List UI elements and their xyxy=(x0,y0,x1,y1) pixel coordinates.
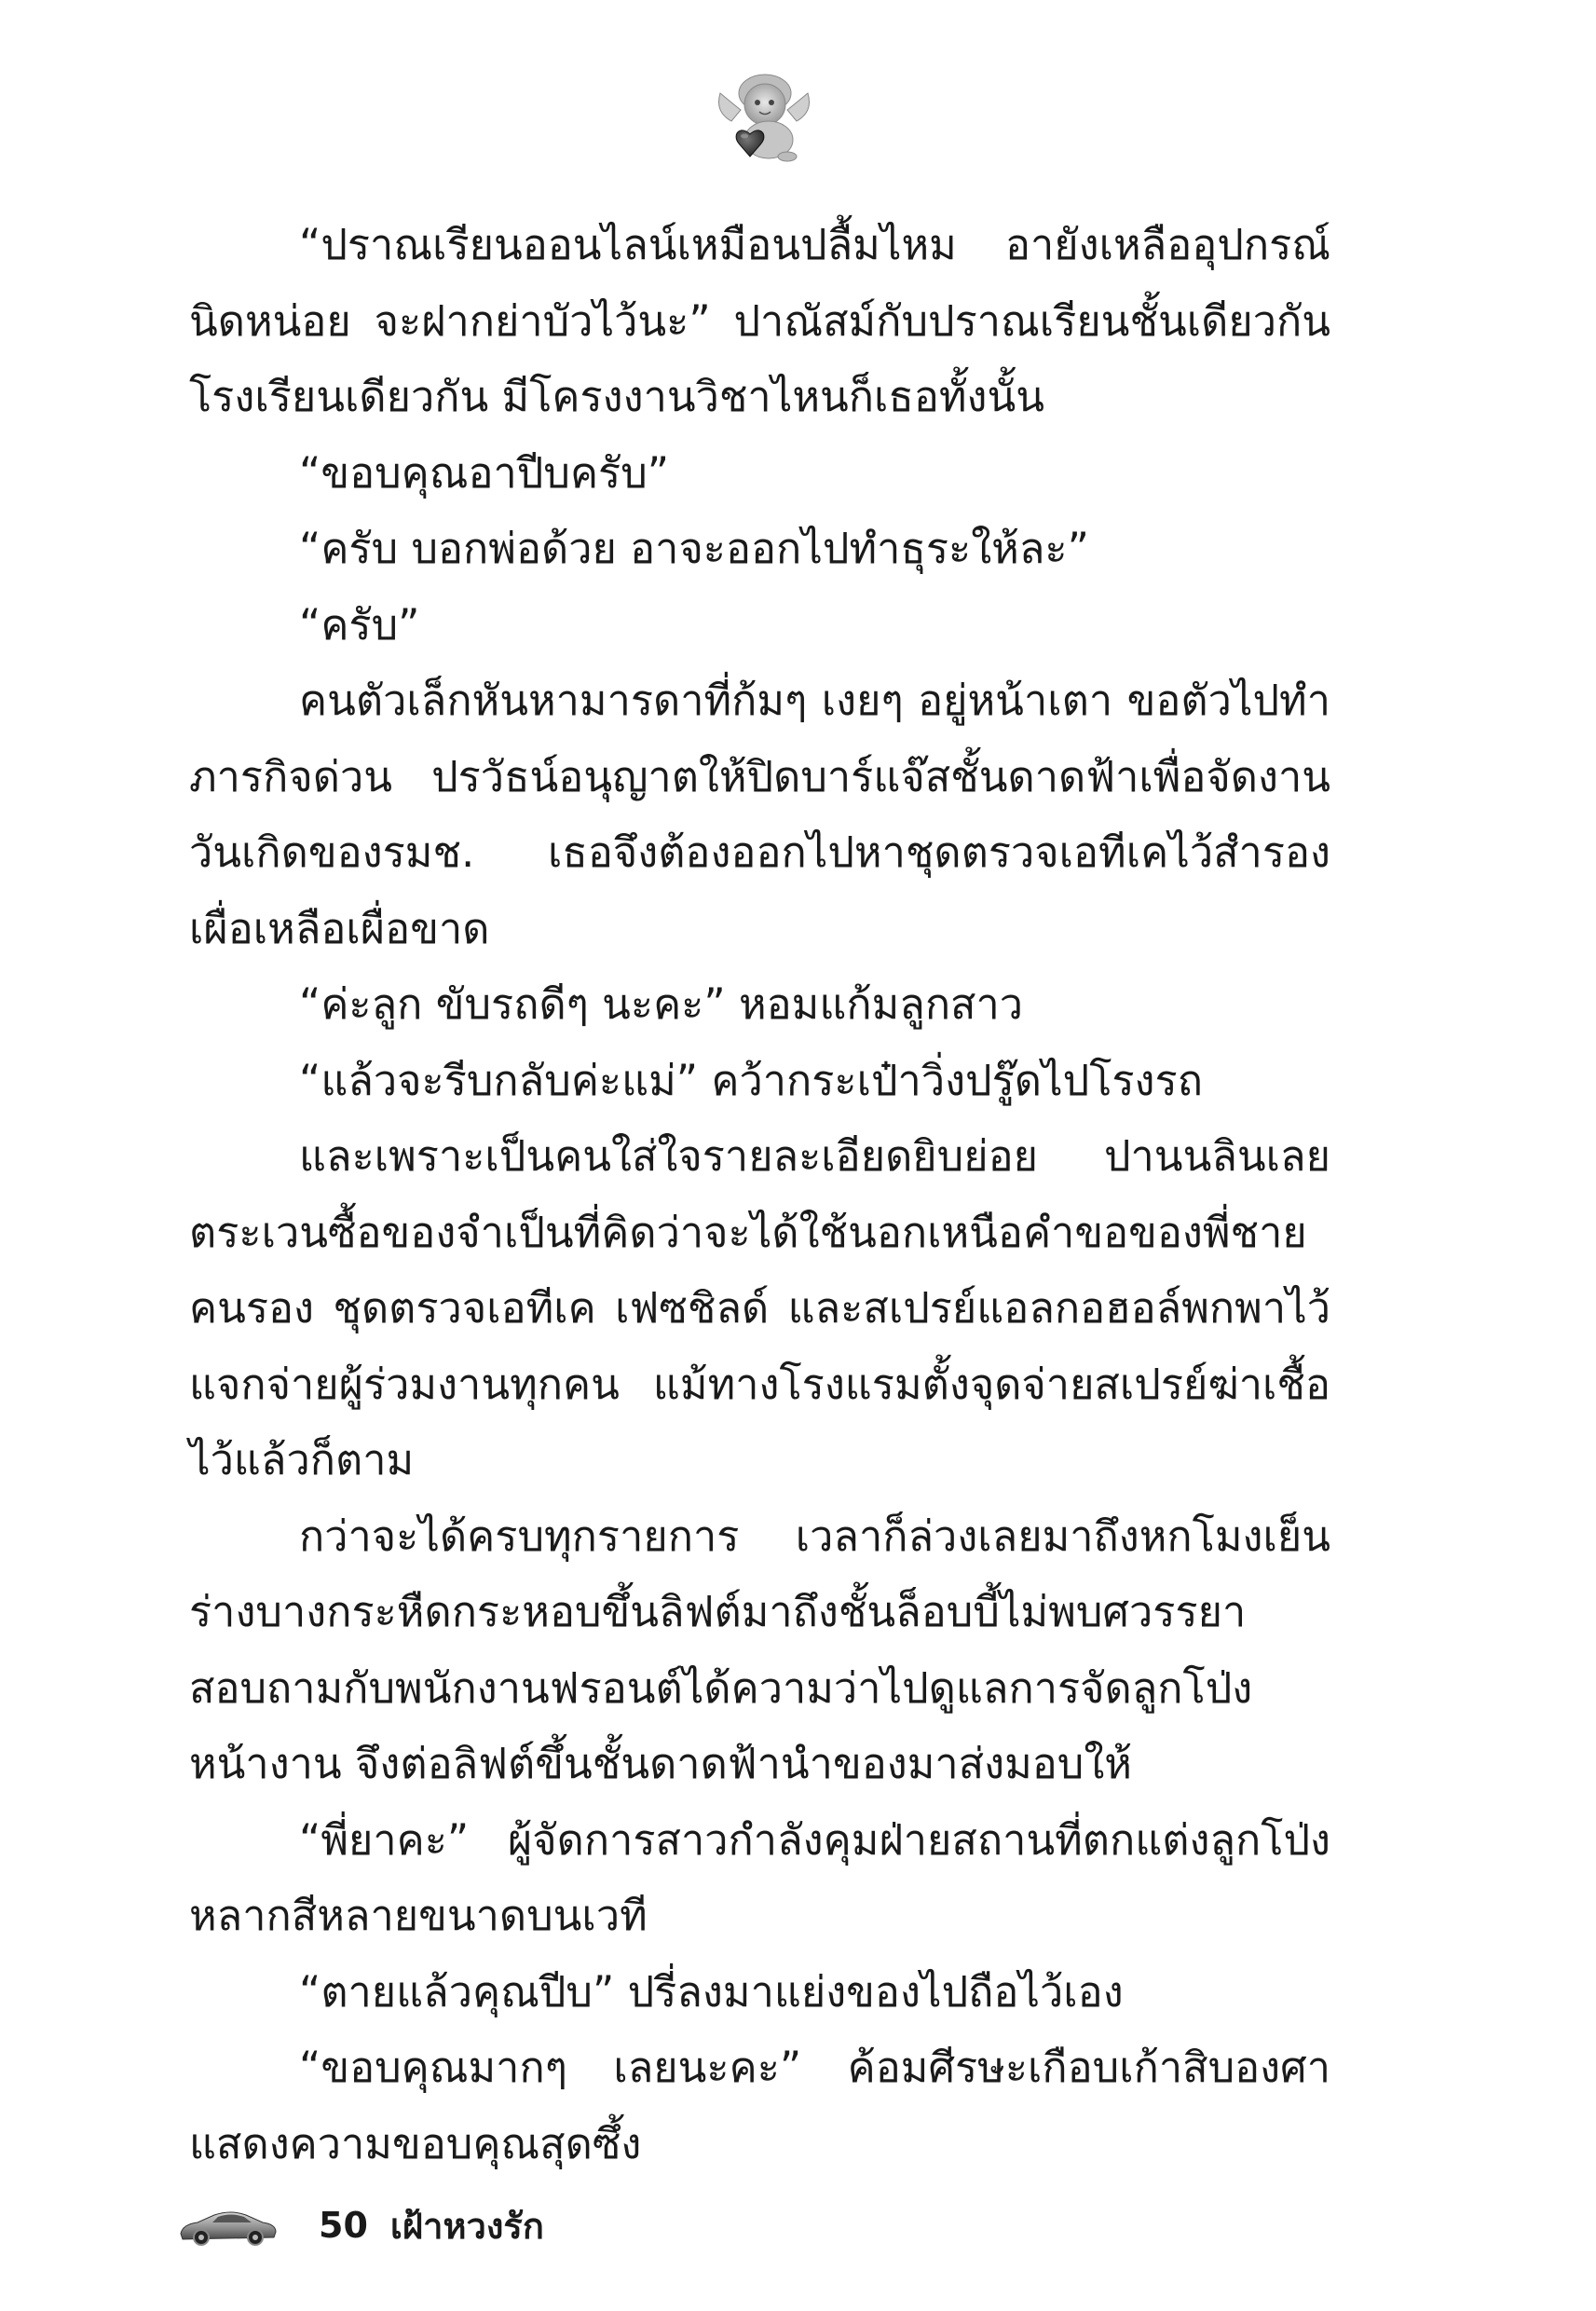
story-text xyxy=(189,207,1330,2181)
paragraph: “ขอบคุณอาปีบครับ” xyxy=(299,447,670,498)
cherub-with-heart-icon xyxy=(713,65,815,168)
paragraph: “ครับ” xyxy=(299,599,420,650)
page-number: 50 xyxy=(319,2205,368,2246)
paragraph: “ค่ะลูก ขับรถดีๆ นะคะ” หอมแก้มลูกสาว xyxy=(299,979,1024,1029)
sports-car-icon xyxy=(177,2202,280,2249)
paragraph: “ครับ บอกพ่อด้วย อาจะออกไปทำธุระให้ละ” xyxy=(299,524,1089,573)
paragraph: กว่าจะได้ครบทุกรายการ เวลาก็ล่วงเลยมาถึงหกโมงเย็นร่างบางกระหืดกระหอบขึ้นลิฟต์มาถึงชั้นล็อบบี้ไม่พบศวรรยาสอบถามกับพนักงานฟรอนต์ได้ความว่าไปดูแลการจัดลูกโป่งหน้างาน จึงต่อลิฟต์ขึ้นชั้นดาดฟ้านำของมาส่งมอบให้ xyxy=(189,1511,1330,1788)
paragraph: “ตายแล้วคุณปีบ” ปรี่ลงมาแย่งของไปถือไว้เอง xyxy=(299,1966,1124,2017)
paragraph: และเพราะเป็นคนใส่ใจรายละเอียดยิบย่อย ปานนลินเลยตระเวนซื้อของจำเป็นที่คิดว่าจะได้ใช้นอกเหนือคำขอของพี่ชายคนรอง ชุดตรวจเอทีเค เฟซชิลด์ และสเปรย์แอลกอฮอล์พกพาไว้แจกจ่ายผู้ร่วมงานทุกคน แม้ทางโรงแรมตั้งจุดจ่ายสเปรย์ฆ่าเชื้อไว้แล้วก็ตาม xyxy=(189,1131,1330,1484)
paragraph: “ขอบคุณมากๆ เลยนะคะ” ค้อมศีรษะเกือบเก้าสิบองศาแสดงความขอบคุณสุดซึ้ง xyxy=(189,2043,1330,2168)
paragraph: “แล้วจะรีบกลับค่ะแม่” คว้ากระเป๋าวิ่งปรู๊ดไปโรงรถ xyxy=(299,1055,1203,1105)
book-title: เฝ้าหวงรัก xyxy=(389,2205,544,2247)
paragraph: “ปราณเรียนออนไลน์เหมือนปลื้มไหม อายังเหลืออุปกรณ์นิดหน่อย จะฝากย่าบัวไว้นะ” ปาณัสม์กับปราณเรียนชั้นเดียวกันโรงเรียนเดียวกัน มีโครงงานวิชาไหนก็เธอทั้งนั้น xyxy=(189,220,1330,421)
page-footer xyxy=(177,2197,544,2253)
paragraph: คนตัวเล็กหันหามารดาที่ก้มๆ เงยๆ อยู่หน้าเตา ขอตัวไปทำภารกิจด่วน ปรวัธน์อนุญาตให้ปิดบาร์แจ๊สชั้นดาดฟ้าเพื่อจัดงานวันเกิดของรมช. เธอจึงต้องออกไปหาชุดตรวจเอทีเคไว้สำรองเผื่อเหลือเผื่อขาด xyxy=(189,676,1330,953)
paragraph: “พี่ยาคะ” ผู้จัดการสาวกำลังคุมฝ่ายสถานที่ตกแต่งลูกโป่งหลากสีหลายขนาดบนเวที xyxy=(189,1814,1330,1940)
